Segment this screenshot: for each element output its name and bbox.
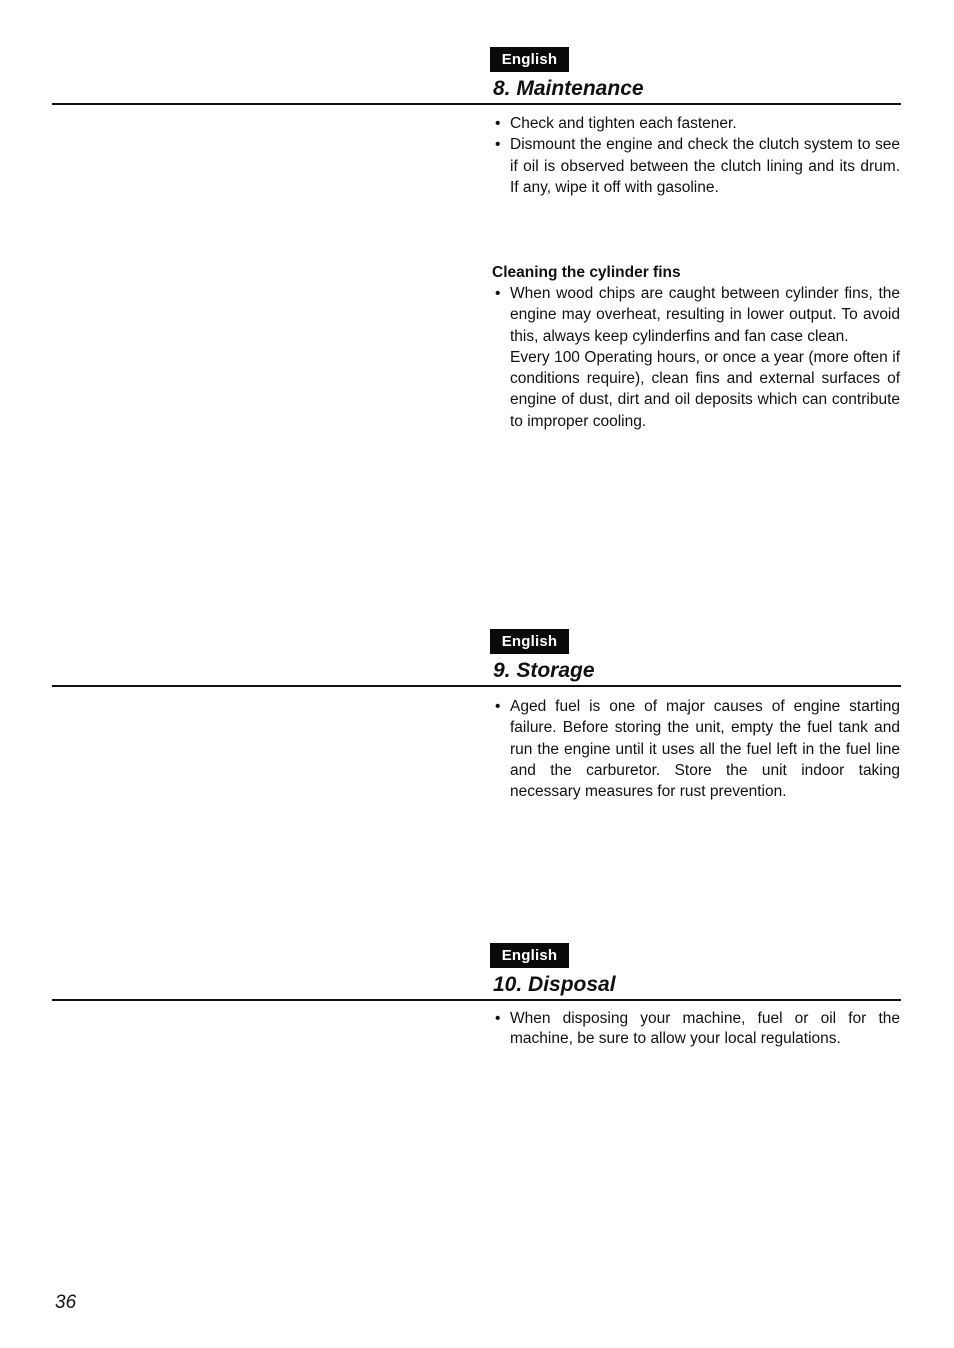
section-divider bbox=[52, 999, 901, 1001]
section-title-storage: 9. Storage bbox=[493, 659, 595, 682]
maintenance-list bbox=[492, 113, 900, 198]
disposal-list bbox=[492, 1009, 900, 1048]
section-title-disposal: 10. Disposal bbox=[493, 973, 616, 996]
section-title-maintenance: 8. Maintenance bbox=[493, 77, 644, 100]
page-number: 36 bbox=[55, 1292, 77, 1313]
list-item-text: Check and tighten each fastener. bbox=[510, 115, 737, 132]
list-item bbox=[492, 134, 900, 198]
bullet-marker: • bbox=[495, 698, 501, 715]
bullet-marker: • bbox=[495, 285, 501, 302]
cleaning-list bbox=[492, 283, 900, 432]
storage-list bbox=[492, 696, 900, 802]
list-item bbox=[492, 283, 900, 432]
language-badge: English bbox=[490, 629, 569, 654]
list-item bbox=[492, 113, 900, 134]
list-item-text: Aged fuel is one of major causes of engine starting failure. Before storing the unit, empty the fuel tank and run the engine until it uses all the fuel left in the fuel line and the carburetor. Store the unit indoor taking necessary measures for rust prevention. bbox=[510, 698, 900, 801]
subheading-cleaning-fins: Cleaning the cylinder fins bbox=[492, 264, 681, 281]
bullet-marker: • bbox=[495, 136, 501, 154]
language-badge: English bbox=[490, 47, 569, 72]
list-item bbox=[492, 696, 900, 802]
language-badge: English bbox=[490, 943, 569, 968]
section-divider bbox=[52, 103, 901, 105]
bullet-marker: • bbox=[495, 1010, 501, 1027]
list-item bbox=[492, 1009, 900, 1048]
list-item-text: Every 100 Operating hours, or once a year (more often if conditions require), clean fins and external surfaces of engine of dust, dirt and oil deposits which can contribute to improper cooling. bbox=[510, 348, 900, 430]
bullet-marker: • bbox=[495, 115, 501, 132]
list-item-text: Dismount the engine and check the clutch system to see if oil is observed between the clutch lining and its drum. If any, wipe it off with gasoline. bbox=[510, 136, 900, 196]
section-divider bbox=[52, 685, 901, 687]
list-item-text: When disposing your machine, fuel or oil for the machine, be sure to allow your local regulations. bbox=[510, 1010, 900, 1047]
list-item-text: When wood chips are caught between cylinder fins, the engine may overheat, resulting in lower output. To avoid this, always keep cylinderfins and fan case clean. bbox=[510, 285, 900, 345]
